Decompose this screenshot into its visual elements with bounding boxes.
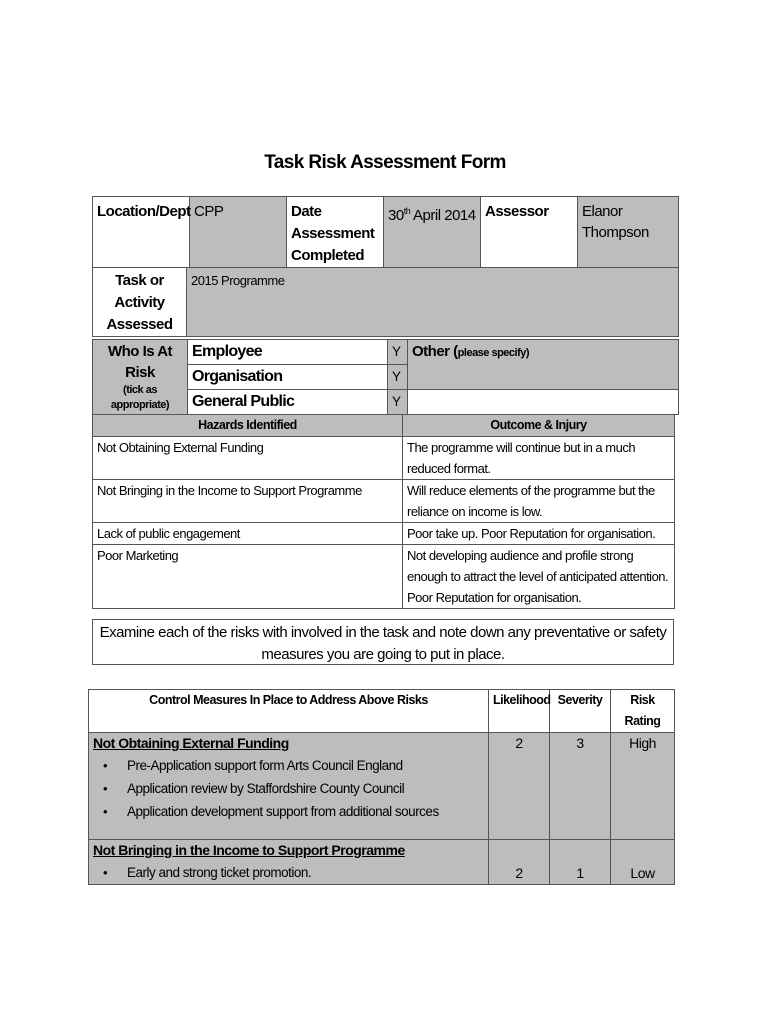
who-at-risk-label: Who Is At Risk — [107, 343, 173, 381]
date-label: Date Assessment Completed — [287, 197, 384, 268]
person-organisation: Organisation — [188, 365, 388, 390]
likelihood-header: Likelihood — [489, 690, 550, 733]
person-general-public: General Public — [188, 390, 388, 415]
list-item: • Early and strong ticket promotion. — [127, 861, 484, 884]
date-suffix: th — [403, 206, 411, 216]
control-measures-table — [88, 689, 675, 885]
measure-cell — [89, 840, 489, 885]
measure-cell — [89, 733, 489, 840]
outcome-cell: Poor take up. Poor Reputation for organisation. — [403, 523, 675, 545]
outcome-cell: Not developing audience and profile strong enough to attract the level of anticipated attention. Poor Reputation for organisation. — [403, 545, 675, 609]
location-label: Location/Dept — [93, 197, 190, 268]
tick-employee: Y — [388, 340, 408, 365]
task-table — [92, 267, 679, 337]
task-label: Task or Activity Assessed — [93, 268, 187, 337]
who-at-risk-table — [92, 339, 679, 415]
list-item: • Application review by Staffordshire County Council — [127, 777, 484, 800]
form-title: Task Risk Assessment Form — [264, 152, 506, 173]
table-row — [93, 545, 675, 609]
assessor-label: Assessor — [481, 197, 578, 268]
likelihood-value: 2 — [489, 840, 550, 885]
location-value: CPP — [190, 197, 287, 268]
severity-value: 3 — [550, 733, 611, 840]
table-row — [93, 523, 675, 545]
measures-header: Control Measures In Place to Address Above Risks — [89, 690, 489, 733]
who-at-risk-cell — [93, 340, 188, 415]
hazards-header: Hazards Identified — [93, 415, 403, 437]
date-value — [384, 197, 481, 268]
outcome-cell: Will reduce elements of the programme but the reliance on income is low. — [403, 480, 675, 523]
outcome-cell: The programme will continue but in a much reduced format. — [403, 437, 675, 480]
rating-value: Low — [611, 840, 675, 885]
assessor-value: Elanor Thompson — [578, 197, 679, 268]
other-label: Other ( — [412, 343, 458, 360]
rating-header: Risk Rating — [611, 690, 675, 733]
severity-header: Severity — [550, 690, 611, 733]
date-day: 30 — [388, 207, 404, 224]
hazard-cell: Poor Marketing — [93, 545, 403, 609]
outcome-header: Outcome & Injury — [403, 415, 675, 437]
list-item: • Application development support from additional sources — [127, 800, 484, 823]
other-hint: please specify) — [457, 347, 530, 359]
measure-list — [93, 754, 484, 823]
other-cell — [408, 340, 679, 390]
table-row — [89, 733, 675, 840]
header-table — [92, 196, 679, 268]
tick-organisation: Y — [388, 365, 408, 390]
likelihood-value: 2 — [489, 733, 550, 840]
measure-title: Not Obtaining External Funding — [93, 735, 289, 751]
table-row — [93, 480, 675, 523]
measure-list — [93, 861, 484, 884]
other-blank — [408, 390, 679, 415]
hazard-cell: Not Bringing in the Income to Support Programme — [93, 480, 403, 523]
who-at-risk-sublabel: (tick as appropriate) — [110, 384, 170, 411]
list-item: • Pre-Application support form Arts Council England — [127, 754, 484, 777]
table-row — [93, 437, 675, 480]
table-row — [89, 840, 675, 885]
date-rest: April 2014 — [413, 207, 476, 224]
tick-general-public: Y — [388, 390, 408, 415]
severity-value: 1 — [550, 840, 611, 885]
rating-value: High — [611, 733, 675, 840]
hazard-cell: Not Obtaining External Funding — [93, 437, 403, 480]
hazards-table — [92, 414, 675, 609]
measure-title: Not Bringing in the Income to Support Programme — [93, 842, 405, 858]
hazard-cell: Lack of public engagement — [93, 523, 403, 545]
person-employee: Employee — [188, 340, 388, 365]
instruction-box: Examine each of the risks with involved in the task and note down any preventative or safety measures you are going to put in place. — [92, 619, 674, 665]
task-value: 2015 Programme — [187, 268, 679, 337]
